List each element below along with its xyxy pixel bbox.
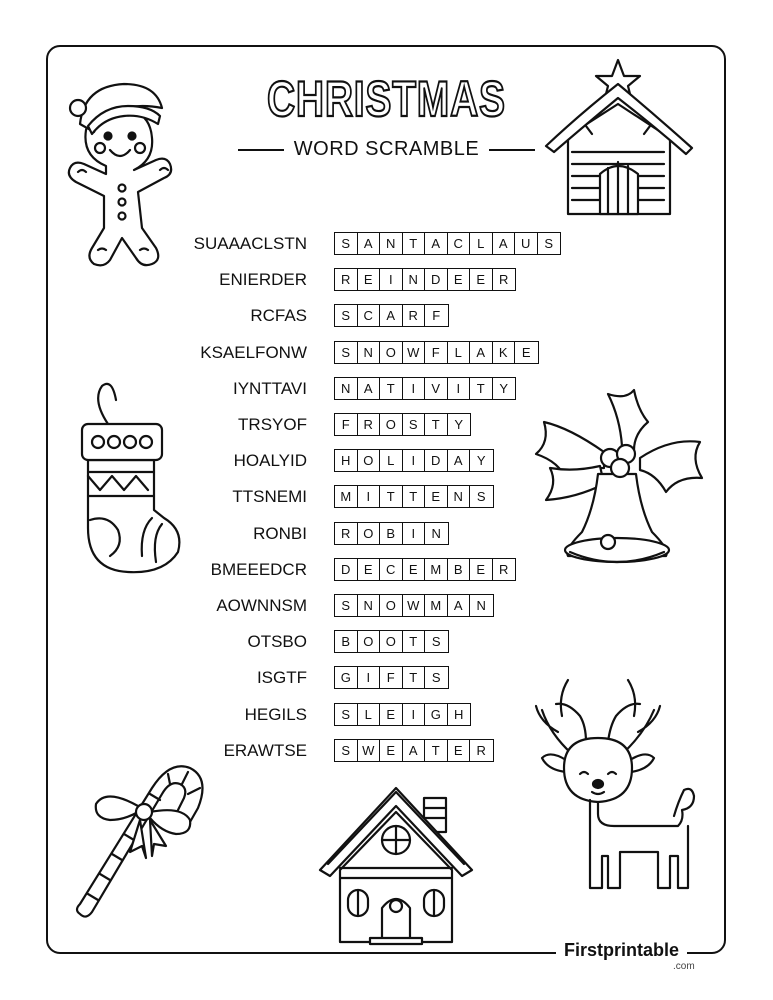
letter-box: D xyxy=(425,269,448,290)
letter-box: A xyxy=(470,342,493,363)
subtitle-rule-left xyxy=(238,149,284,151)
stocking-icon xyxy=(68,380,188,580)
scrambled-word: ERAWTSE xyxy=(223,740,307,760)
scrambled-word: TRSYOF xyxy=(238,415,307,434)
letter-box: B xyxy=(448,559,471,580)
letter-box: S xyxy=(544,236,554,251)
letter-box: N xyxy=(358,342,381,363)
letter-box: F xyxy=(425,342,448,363)
answer-boxes xyxy=(334,232,561,255)
letter-box: L xyxy=(448,342,471,363)
letter-box: S xyxy=(335,305,358,326)
scrambled-word: ENIERDER xyxy=(219,270,307,290)
letter-box: I xyxy=(358,486,381,507)
scrambled-word: IYNTTAVI xyxy=(233,378,307,398)
answer-boxes xyxy=(334,341,539,364)
letter-box: G xyxy=(335,667,358,688)
letter-box: I xyxy=(448,378,471,399)
letter-box: E xyxy=(380,740,403,761)
scrambled-word: HOALYID xyxy=(233,451,307,471)
answer-boxes xyxy=(334,703,471,726)
letter-box: A xyxy=(425,233,448,254)
answer-boxes xyxy=(334,377,516,400)
letter-box: O xyxy=(380,414,403,435)
letter-box: N xyxy=(476,598,486,613)
letter-box: T xyxy=(403,631,426,652)
letter-box: A xyxy=(493,233,516,254)
letter-box: N xyxy=(358,595,381,616)
letter-box: M xyxy=(335,486,358,507)
letter-box: K xyxy=(493,342,516,363)
letter-box: I xyxy=(403,450,426,471)
letter-box: L xyxy=(380,450,403,471)
letter-box: R xyxy=(476,742,486,758)
letter-box: E xyxy=(448,269,471,290)
scrambled-word: HEGILS xyxy=(244,704,307,724)
letter-box: S xyxy=(476,489,486,505)
letter-box: E xyxy=(521,344,531,360)
answer-boxes xyxy=(334,449,494,472)
letter-box: S xyxy=(335,740,358,761)
letter-box: I xyxy=(403,704,426,725)
letter-box: R xyxy=(358,414,381,435)
scrambled-word: OTSBO xyxy=(247,632,307,652)
brand-logo: Firstprintable xyxy=(556,940,687,961)
letter-box: F xyxy=(335,414,358,435)
letter-box: W xyxy=(403,342,426,363)
letter-box: C xyxy=(380,559,403,580)
letter-box: R xyxy=(499,561,509,577)
letter-box: M xyxy=(425,559,448,580)
letter-box: L xyxy=(470,233,493,254)
letter-box: O xyxy=(380,631,403,652)
letter-box: C xyxy=(448,233,471,254)
letter-box: S xyxy=(335,342,358,363)
letter-box: I xyxy=(403,523,426,544)
letter-box: S xyxy=(431,634,441,650)
letter-box: U xyxy=(515,233,538,254)
answer-boxes xyxy=(334,630,449,653)
letter-box: F xyxy=(380,667,403,688)
letter-box: C xyxy=(358,305,381,326)
scrambled-word: ISGTF xyxy=(256,668,307,688)
letter-box: S xyxy=(403,414,426,435)
letter-box: F xyxy=(432,308,441,324)
letter-box: S xyxy=(335,595,358,616)
letter-box: G xyxy=(425,704,448,725)
letter-box: E xyxy=(448,740,471,761)
letter-box: N xyxy=(403,269,426,290)
letter-box: E xyxy=(470,559,493,580)
letter-box: A xyxy=(448,450,471,471)
letter-box: W xyxy=(403,595,426,616)
answer-boxes xyxy=(334,558,516,581)
letter-box: Y xyxy=(476,453,486,469)
letter-box: V xyxy=(425,378,448,399)
scrambled-word: BMEEEDCR xyxy=(210,559,307,579)
letter-box: E xyxy=(470,269,493,290)
letter-box: T xyxy=(380,486,403,507)
scrambled-word: KSAELFONW xyxy=(200,342,307,362)
letter-box: T xyxy=(425,414,448,435)
reindeer-icon xyxy=(528,676,708,896)
letter-box: R xyxy=(403,305,426,326)
letter-box: H xyxy=(335,450,358,471)
gingerbread-house-icon xyxy=(316,778,476,948)
candy-cane-icon xyxy=(66,748,216,918)
answer-boxes xyxy=(334,413,471,436)
page-title: CHRISTMAS xyxy=(266,71,506,127)
letter-box: L xyxy=(358,704,381,725)
letter-box: O xyxy=(380,595,403,616)
letter-box: S xyxy=(335,704,358,725)
letter-box: R xyxy=(335,269,358,290)
word-row xyxy=(0,268,773,292)
letter-box: A xyxy=(358,233,381,254)
letter-box: A xyxy=(358,378,381,399)
nativity-stable-icon xyxy=(514,56,704,220)
letter-box: I xyxy=(358,667,381,688)
letter-box: N xyxy=(380,233,403,254)
scrambled-word: RONBI xyxy=(253,523,307,543)
page-subtitle: WORD SCRAMBLE xyxy=(293,138,480,160)
letter-box: B xyxy=(335,631,358,652)
letter-box: R xyxy=(499,272,509,288)
brand-suffix: .com xyxy=(673,961,695,972)
scrambled-word: RCFAS xyxy=(250,306,307,326)
letter-box: W xyxy=(358,740,381,761)
gingerbread-man-icon xyxy=(58,78,188,268)
letter-box: D xyxy=(335,559,358,580)
scrambled-word: SUAAACLSTN xyxy=(193,234,307,253)
letter-box: M xyxy=(425,595,448,616)
answer-boxes xyxy=(334,666,449,689)
letter-box: E xyxy=(358,269,381,290)
letter-box: T xyxy=(425,740,448,761)
letter-box: N xyxy=(448,486,471,507)
letter-box: T xyxy=(403,667,426,688)
answer-boxes xyxy=(334,268,516,291)
letter-box: T xyxy=(380,378,403,399)
letter-box: B xyxy=(380,523,403,544)
letter-box: E xyxy=(425,486,448,507)
letter-box: S xyxy=(335,233,358,254)
letter-box: H xyxy=(454,706,464,722)
answer-boxes xyxy=(334,594,494,617)
letter-box: O xyxy=(358,523,381,544)
word-row xyxy=(0,630,773,654)
scrambled-word: AOWNNSM xyxy=(216,596,307,615)
letter-box: E xyxy=(403,559,426,580)
letter-box: E xyxy=(358,559,381,580)
word-row xyxy=(0,341,773,365)
letter-box: O xyxy=(358,450,381,471)
letter-box: R xyxy=(335,523,358,544)
letter-box: T xyxy=(403,233,426,254)
letter-box: I xyxy=(380,269,403,290)
letter-box: N xyxy=(431,525,441,541)
letter-box: T xyxy=(403,486,426,507)
letter-box: Y xyxy=(454,417,464,432)
letter-box: A xyxy=(448,595,471,616)
letter-box: Y xyxy=(499,380,509,396)
word-row xyxy=(0,594,773,618)
letter-box: S xyxy=(431,670,441,686)
scrambled-word: TTSNEMI xyxy=(232,487,307,507)
letter-box: E xyxy=(380,704,403,725)
answer-boxes xyxy=(334,522,449,545)
letter-box: O xyxy=(358,631,381,652)
letter-box: T xyxy=(470,378,493,399)
answer-boxes xyxy=(334,485,494,508)
letter-box: N xyxy=(335,378,358,399)
answer-boxes xyxy=(334,739,494,762)
letter-box: D xyxy=(425,450,448,471)
answer-boxes xyxy=(334,304,449,327)
letter-box: I xyxy=(403,378,426,399)
letter-box: A xyxy=(403,740,426,761)
bell-with-holly-icon xyxy=(530,388,710,578)
letter-box: O xyxy=(380,342,403,363)
letter-box: A xyxy=(380,305,403,326)
word-row xyxy=(0,304,773,328)
